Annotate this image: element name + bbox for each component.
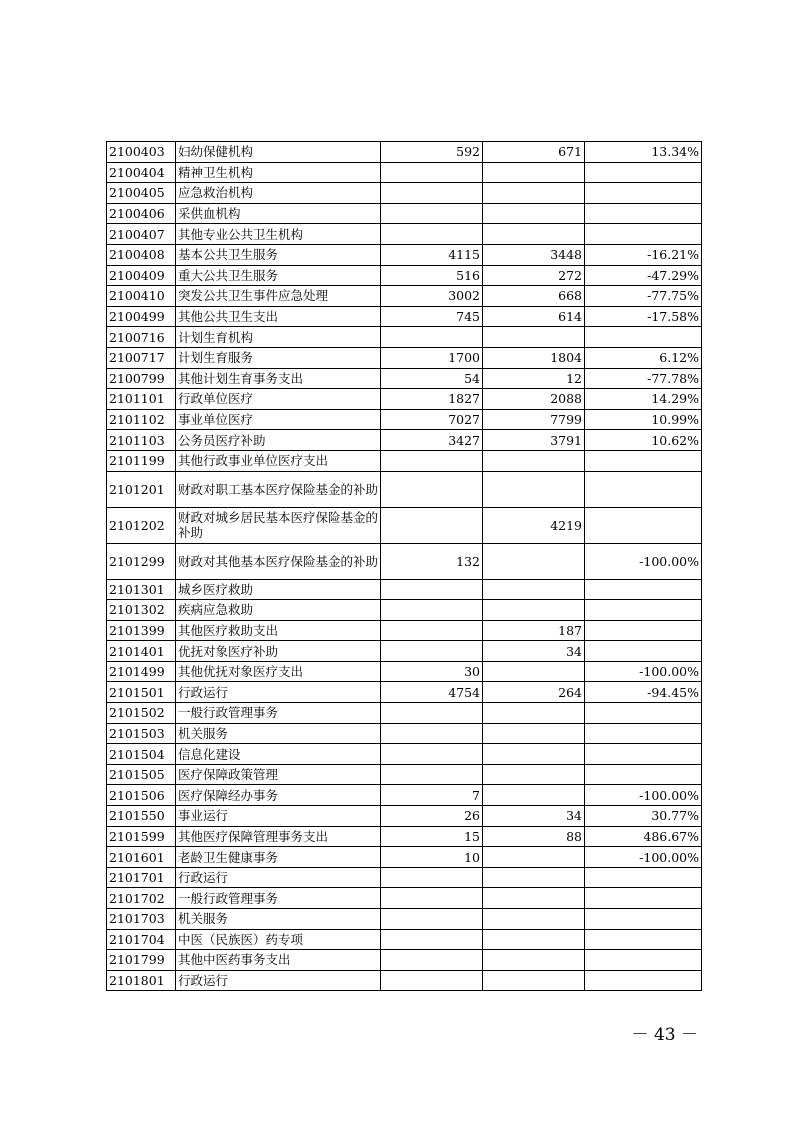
row-name-cell: 老龄卫生健康事务 bbox=[176, 847, 381, 868]
row-name-cell: 一般行政管理事务 bbox=[176, 703, 381, 724]
row-code-cell: 2100716 bbox=[107, 327, 176, 348]
row-value-1-cell bbox=[381, 703, 483, 724]
row-percent-cell: 486.67% bbox=[585, 826, 702, 847]
row-value-1-cell bbox=[381, 507, 483, 543]
row-name-cell: 其他专业公共卫生机构 bbox=[176, 224, 381, 245]
row-percent-cell: -100.00% bbox=[585, 785, 702, 806]
table-row bbox=[107, 162, 702, 183]
table-row bbox=[107, 661, 702, 682]
row-value-1-cell: 26 bbox=[381, 806, 483, 827]
row-value-1-cell bbox=[381, 929, 483, 950]
row-value-1-cell bbox=[381, 950, 483, 971]
row-name-cell: 计划生育机构 bbox=[176, 327, 381, 348]
row-name-cell: 优抚对象医疗补助 bbox=[176, 641, 381, 662]
row-value-1-cell: 54 bbox=[381, 368, 483, 389]
row-percent-cell: -100.00% bbox=[585, 661, 702, 682]
row-value-1-cell: 10 bbox=[381, 847, 483, 868]
row-code-cell: 2101502 bbox=[107, 703, 176, 724]
table-row bbox=[107, 620, 702, 641]
row-code-cell: 2100409 bbox=[107, 265, 176, 286]
row-code-cell: 2101302 bbox=[107, 600, 176, 621]
row-percent-cell bbox=[585, 950, 702, 971]
row-name-cell: 其他医疗保障管理事务支出 bbox=[176, 826, 381, 847]
row-code-cell: 2100404 bbox=[107, 162, 176, 183]
row-value-1-cell: 592 bbox=[381, 142, 483, 163]
row-name-cell: 事业运行 bbox=[176, 806, 381, 827]
budget-table bbox=[106, 141, 702, 991]
row-value-2-cell: 264 bbox=[483, 682, 585, 703]
table-row bbox=[107, 703, 702, 724]
row-value-2-cell: 614 bbox=[483, 306, 585, 327]
row-value-2-cell bbox=[483, 764, 585, 785]
row-code-cell: 2101401 bbox=[107, 641, 176, 662]
row-value-2-cell: 3791 bbox=[483, 430, 585, 451]
row-name-cell: 行政运行 bbox=[176, 970, 381, 991]
table-row bbox=[107, 142, 702, 163]
row-percent-cell: 10.62% bbox=[585, 430, 702, 451]
table-row bbox=[107, 641, 702, 662]
row-code-cell: 2101801 bbox=[107, 970, 176, 991]
row-value-2-cell bbox=[483, 909, 585, 930]
row-code-cell: 2101299 bbox=[107, 543, 176, 579]
table-row bbox=[107, 543, 702, 579]
row-percent-cell bbox=[585, 450, 702, 471]
table-row bbox=[107, 744, 702, 765]
row-value-2-cell: 7799 bbox=[483, 409, 585, 430]
row-value-1-cell: 15 bbox=[381, 826, 483, 847]
row-code-cell: 2100717 bbox=[107, 347, 176, 368]
table-row bbox=[107, 471, 702, 507]
row-percent-cell bbox=[585, 970, 702, 991]
row-value-1-cell bbox=[381, 203, 483, 224]
row-code-cell: 2100403 bbox=[107, 142, 176, 163]
row-percent-cell: -77.75% bbox=[585, 286, 702, 307]
table-row bbox=[107, 306, 702, 327]
table-row bbox=[107, 286, 702, 307]
row-value-1-cell bbox=[381, 970, 483, 991]
row-name-cell: 信息化建设 bbox=[176, 744, 381, 765]
row-percent-cell: -47.29% bbox=[585, 265, 702, 286]
table-row bbox=[107, 764, 702, 785]
row-value-2-cell: 1804 bbox=[483, 347, 585, 368]
row-value-2-cell: 88 bbox=[483, 826, 585, 847]
table-row bbox=[107, 347, 702, 368]
row-code-cell: 2101504 bbox=[107, 744, 176, 765]
row-name-cell: 医疗保障政策管理 bbox=[176, 764, 381, 785]
row-name-cell: 其他计划生育事务支出 bbox=[176, 368, 381, 389]
row-code-cell: 2100408 bbox=[107, 244, 176, 265]
row-name-cell: 其他中医药事务支出 bbox=[176, 950, 381, 971]
row-value-2-cell bbox=[483, 867, 585, 888]
row-code-cell: 2101101 bbox=[107, 389, 176, 410]
row-name-cell: 计划生育服务 bbox=[176, 347, 381, 368]
row-name-cell: 妇幼保健机构 bbox=[176, 142, 381, 163]
row-value-1-cell bbox=[381, 620, 483, 641]
row-code-cell: 2101501 bbox=[107, 682, 176, 703]
row-value-2-cell: 272 bbox=[483, 265, 585, 286]
row-percent-cell bbox=[585, 723, 702, 744]
row-value-2-cell: 3448 bbox=[483, 244, 585, 265]
row-code-cell: 2101703 bbox=[107, 909, 176, 930]
row-percent-cell bbox=[585, 579, 702, 600]
row-name-cell: 疾病应急救助 bbox=[176, 600, 381, 621]
row-code-cell: 2101201 bbox=[107, 471, 176, 507]
table-row bbox=[107, 950, 702, 971]
row-percent-cell bbox=[585, 600, 702, 621]
row-value-1-cell bbox=[381, 579, 483, 600]
row-value-2-cell bbox=[483, 224, 585, 245]
table-row bbox=[107, 224, 702, 245]
table-row bbox=[107, 368, 702, 389]
row-value-2-cell bbox=[483, 543, 585, 579]
row-code-cell: 2100799 bbox=[107, 368, 176, 389]
row-value-1-cell: 30 bbox=[381, 661, 483, 682]
table-row bbox=[107, 389, 702, 410]
row-percent-cell bbox=[585, 203, 702, 224]
row-value-1-cell bbox=[381, 867, 483, 888]
row-value-2-cell bbox=[483, 471, 585, 507]
row-value-2-cell bbox=[483, 450, 585, 471]
row-code-cell: 2101702 bbox=[107, 888, 176, 909]
row-code-cell: 2101701 bbox=[107, 867, 176, 888]
row-name-cell: 一般行政管理事务 bbox=[176, 888, 381, 909]
row-code-cell: 2101601 bbox=[107, 847, 176, 868]
row-percent-cell bbox=[585, 471, 702, 507]
row-value-2-cell bbox=[483, 847, 585, 868]
row-name-cell: 重大公共卫生服务 bbox=[176, 265, 381, 286]
row-name-cell: 机关服务 bbox=[176, 909, 381, 930]
row-percent-cell bbox=[585, 764, 702, 785]
table-row bbox=[107, 682, 702, 703]
row-code-cell: 2100406 bbox=[107, 203, 176, 224]
row-percent-cell: 13.34% bbox=[585, 142, 702, 163]
row-percent-cell: 30.77% bbox=[585, 806, 702, 827]
row-value-2-cell bbox=[483, 785, 585, 806]
row-code-cell: 2101499 bbox=[107, 661, 176, 682]
row-value-2-cell bbox=[483, 723, 585, 744]
row-value-2-cell: 34 bbox=[483, 641, 585, 662]
row-percent-cell: -100.00% bbox=[585, 847, 702, 868]
row-code-cell: 2101704 bbox=[107, 929, 176, 950]
row-value-2-cell bbox=[483, 744, 585, 765]
row-percent-cell bbox=[585, 641, 702, 662]
table-row bbox=[107, 327, 702, 348]
row-value-2-cell: 34 bbox=[483, 806, 585, 827]
row-code-cell: 2101506 bbox=[107, 785, 176, 806]
row-code-cell: 2101103 bbox=[107, 430, 176, 451]
row-value-2-cell bbox=[483, 162, 585, 183]
row-value-2-cell bbox=[483, 183, 585, 204]
row-value-2-cell bbox=[483, 579, 585, 600]
row-value-1-cell bbox=[381, 723, 483, 744]
row-name-cell: 财政对职工基本医疗保险基金的补助 bbox=[176, 471, 381, 507]
row-code-cell: 2100405 bbox=[107, 183, 176, 204]
row-value-2-cell: 187 bbox=[483, 620, 585, 641]
row-percent-cell: 14.29% bbox=[585, 389, 702, 410]
row-name-cell: 事业单位医疗 bbox=[176, 409, 381, 430]
row-value-1-cell: 132 bbox=[381, 543, 483, 579]
row-name-cell: 中医（民族医）药专项 bbox=[176, 929, 381, 950]
row-name-cell: 行政运行 bbox=[176, 867, 381, 888]
row-percent-cell bbox=[585, 744, 702, 765]
row-code-cell: 2101599 bbox=[107, 826, 176, 847]
row-code-cell: 2101799 bbox=[107, 950, 176, 971]
row-percent-cell bbox=[585, 929, 702, 950]
row-percent-cell bbox=[585, 162, 702, 183]
row-percent-cell bbox=[585, 224, 702, 245]
row-code-cell: 2100499 bbox=[107, 306, 176, 327]
row-name-cell: 其他公共卫生支出 bbox=[176, 306, 381, 327]
row-name-cell: 城乡医疗救助 bbox=[176, 579, 381, 600]
table-row bbox=[107, 826, 702, 847]
row-value-1-cell bbox=[381, 764, 483, 785]
row-value-1-cell: 3427 bbox=[381, 430, 483, 451]
row-value-2-cell bbox=[483, 929, 585, 950]
row-value-2-cell bbox=[483, 327, 585, 348]
row-name-cell: 采供血机构 bbox=[176, 203, 381, 224]
row-value-1-cell: 4115 bbox=[381, 244, 483, 265]
row-value-1-cell bbox=[381, 600, 483, 621]
row-percent-cell bbox=[585, 507, 702, 543]
row-value-2-cell bbox=[483, 661, 585, 682]
row-percent-cell: -94.45% bbox=[585, 682, 702, 703]
budget-table-body bbox=[107, 142, 702, 991]
row-code-cell: 2101199 bbox=[107, 450, 176, 471]
row-name-cell: 财政对城乡居民基本医疗保险基金的补助 bbox=[176, 507, 381, 543]
row-code-cell: 2101550 bbox=[107, 806, 176, 827]
row-value-2-cell bbox=[483, 600, 585, 621]
row-value-1-cell bbox=[381, 183, 483, 204]
row-code-cell: 2101102 bbox=[107, 409, 176, 430]
row-percent-cell bbox=[585, 703, 702, 724]
row-percent-cell bbox=[585, 183, 702, 204]
row-value-1-cell: 7027 bbox=[381, 409, 483, 430]
row-name-cell: 财政对其他基本医疗保险基金的补助 bbox=[176, 543, 381, 579]
table-row bbox=[107, 507, 702, 543]
row-name-cell: 公务员医疗补助 bbox=[176, 430, 381, 451]
page-number: － 43 － bbox=[631, 1025, 698, 1045]
table-row bbox=[107, 723, 702, 744]
row-name-cell: 其他行政事业单位医疗支出 bbox=[176, 450, 381, 471]
row-name-cell: 行政运行 bbox=[176, 682, 381, 703]
table-row bbox=[107, 909, 702, 930]
row-value-2-cell: 668 bbox=[483, 286, 585, 307]
row-value-1-cell bbox=[381, 327, 483, 348]
table-row bbox=[107, 265, 702, 286]
row-value-2-cell bbox=[483, 888, 585, 909]
row-value-2-cell: 671 bbox=[483, 142, 585, 163]
table-row bbox=[107, 244, 702, 265]
row-value-1-cell bbox=[381, 224, 483, 245]
row-percent-cell bbox=[585, 867, 702, 888]
table-row bbox=[107, 450, 702, 471]
table-row bbox=[107, 847, 702, 868]
row-value-1-cell bbox=[381, 888, 483, 909]
row-value-1-cell: 7 bbox=[381, 785, 483, 806]
row-value-1-cell: 3002 bbox=[381, 286, 483, 307]
row-value-1-cell bbox=[381, 471, 483, 507]
row-value-1-cell bbox=[381, 641, 483, 662]
row-value-1-cell: 1700 bbox=[381, 347, 483, 368]
row-percent-cell: 10.99% bbox=[585, 409, 702, 430]
row-percent-cell bbox=[585, 620, 702, 641]
table-row bbox=[107, 430, 702, 451]
table-row bbox=[107, 970, 702, 991]
row-percent-cell: -100.00% bbox=[585, 543, 702, 579]
table-row bbox=[107, 867, 702, 888]
row-value-2-cell bbox=[483, 970, 585, 991]
row-name-cell: 机关服务 bbox=[176, 723, 381, 744]
row-name-cell: 其他优抚对象医疗支出 bbox=[176, 661, 381, 682]
row-name-cell: 突发公共卫生事件应急处理 bbox=[176, 286, 381, 307]
row-value-1-cell bbox=[381, 450, 483, 471]
row-value-2-cell bbox=[483, 703, 585, 724]
row-value-2-cell bbox=[483, 203, 585, 224]
row-percent-cell: -77.78% bbox=[585, 368, 702, 389]
row-name-cell: 行政单位医疗 bbox=[176, 389, 381, 410]
row-code-cell: 2101399 bbox=[107, 620, 176, 641]
table-row bbox=[107, 785, 702, 806]
table-row bbox=[107, 409, 702, 430]
table-row bbox=[107, 888, 702, 909]
row-percent-cell: -17.58% bbox=[585, 306, 702, 327]
row-value-1-cell: 4754 bbox=[381, 682, 483, 703]
row-value-1-cell: 745 bbox=[381, 306, 483, 327]
row-value-2-cell: 12 bbox=[483, 368, 585, 389]
row-code-cell: 2101503 bbox=[107, 723, 176, 744]
table-row bbox=[107, 600, 702, 621]
row-value-1-cell bbox=[381, 744, 483, 765]
row-code-cell: 2101505 bbox=[107, 764, 176, 785]
row-value-2-cell: 2088 bbox=[483, 389, 585, 410]
row-name-cell: 基本公共卫生服务 bbox=[176, 244, 381, 265]
table-row bbox=[107, 806, 702, 827]
row-value-2-cell: 4219 bbox=[483, 507, 585, 543]
row-percent-cell bbox=[585, 888, 702, 909]
row-code-cell: 2101301 bbox=[107, 579, 176, 600]
row-percent-cell: 6.12% bbox=[585, 347, 702, 368]
table-row bbox=[107, 203, 702, 224]
row-value-2-cell bbox=[483, 950, 585, 971]
row-value-1-cell bbox=[381, 909, 483, 930]
row-name-cell: 精神卫生机构 bbox=[176, 162, 381, 183]
row-percent-cell: -16.21% bbox=[585, 244, 702, 265]
row-percent-cell bbox=[585, 327, 702, 348]
row-percent-cell bbox=[585, 909, 702, 930]
row-name-cell: 医疗保障经办事务 bbox=[176, 785, 381, 806]
row-code-cell: 2101202 bbox=[107, 507, 176, 543]
row-name-cell: 应急救治机构 bbox=[176, 183, 381, 204]
row-name-cell: 其他医疗救助支出 bbox=[176, 620, 381, 641]
row-code-cell: 2100410 bbox=[107, 286, 176, 307]
table-row bbox=[107, 579, 702, 600]
row-code-cell: 2100407 bbox=[107, 224, 176, 245]
row-value-1-cell bbox=[381, 162, 483, 183]
row-value-1-cell: 1827 bbox=[381, 389, 483, 410]
table-row bbox=[107, 183, 702, 204]
table-row bbox=[107, 929, 702, 950]
row-value-1-cell: 516 bbox=[381, 265, 483, 286]
